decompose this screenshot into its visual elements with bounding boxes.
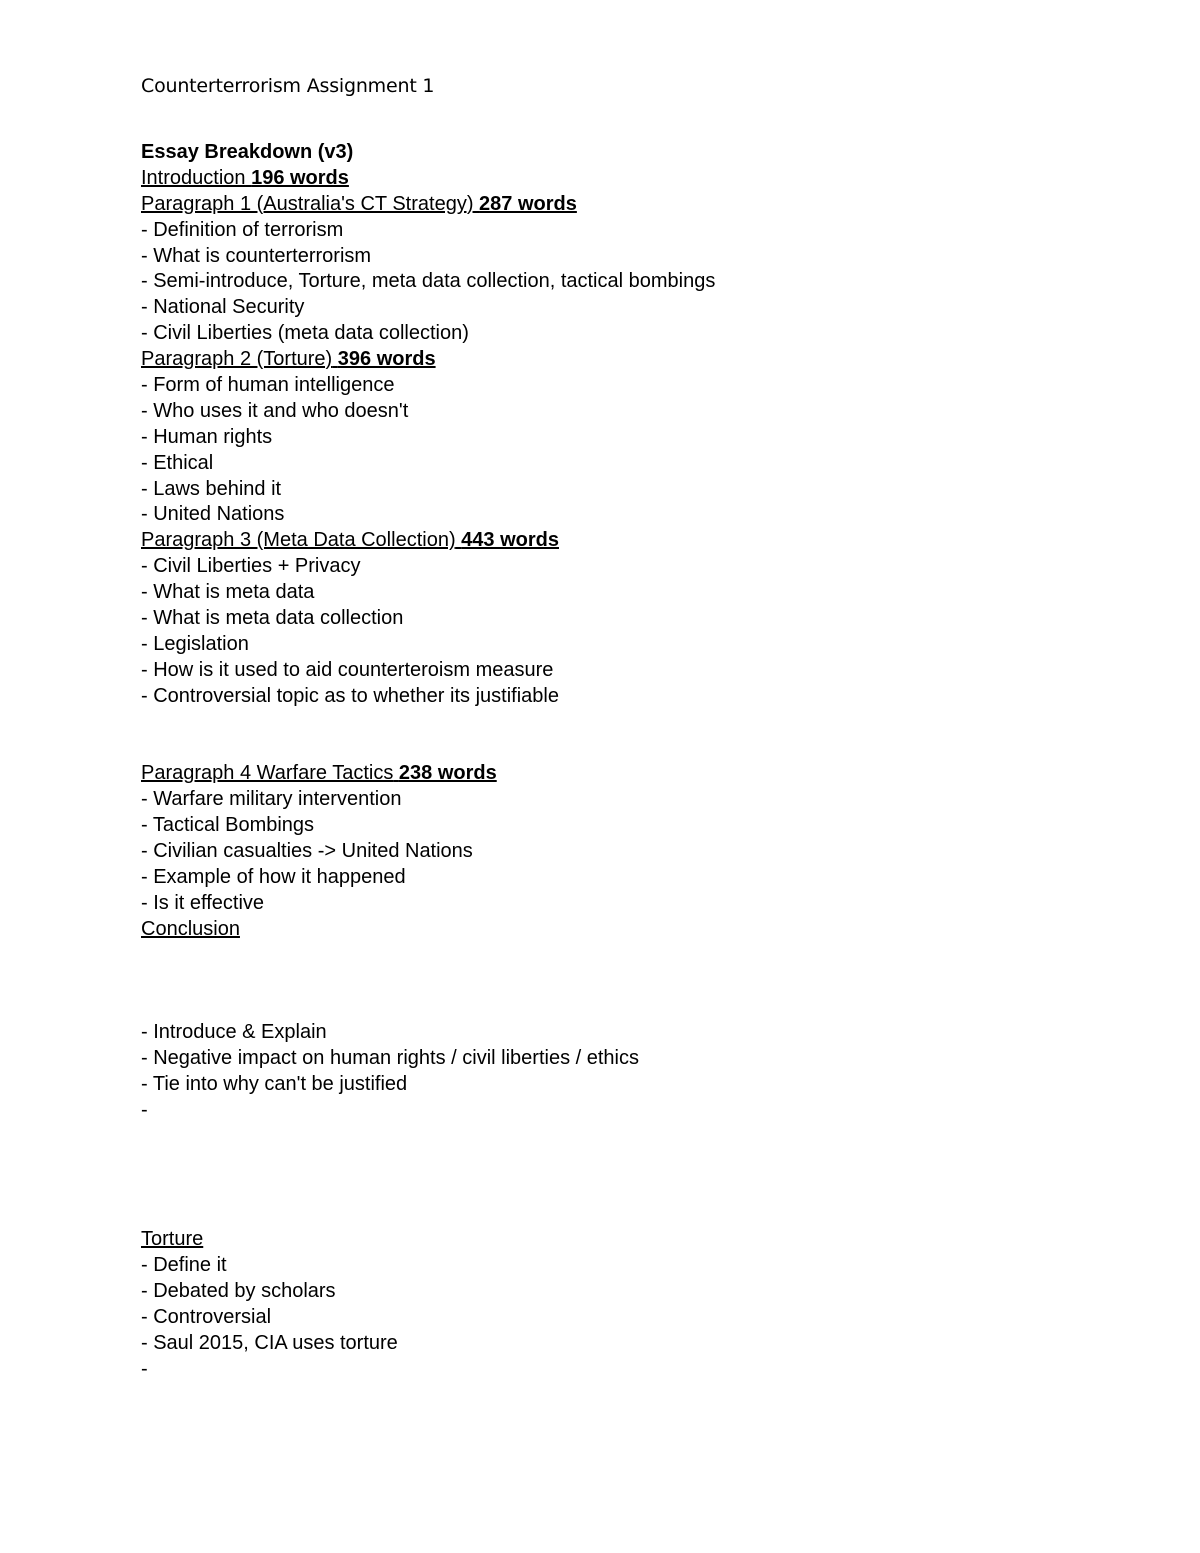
essay-breakdown-heading: Essay Breakdown (v3) — [141, 141, 354, 163]
list-item: - — [141, 1098, 148, 1121]
list-item: - Controversial — [141, 1306, 272, 1329]
list-item: - Who uses it and who doesn't — [141, 399, 409, 422]
paragraph-4-word-count: 238 words — [398, 762, 497, 785]
list-item: - Civil Liberties + Privacy — [141, 555, 361, 578]
list-item: - Definition of terrorism — [141, 218, 344, 241]
paragraph-4-heading — [141, 761, 1141, 787]
paragraph-3-word-count: 443 words — [461, 529, 559, 552]
list-item: - Semi-introduce, Torture, meta data collection, tactical bombings — [141, 270, 716, 293]
list-item: - Example of how it happened — [141, 865, 406, 888]
list-item: - Ethical — [141, 451, 214, 474]
list-item: - — [141, 1357, 148, 1380]
paragraph-1-label: Paragraph 1 (Australia's CT Strategy) — [141, 192, 474, 215]
introduction-heading — [141, 166, 1141, 192]
paragraph-2-heading — [141, 347, 1141, 373]
list-item: - Controversial topic as to whether its justifiable — [141, 684, 559, 707]
list-item: - Saul 2015, CIA uses torture — [141, 1332, 398, 1355]
list-item: - Civilian casualties -> United Nations — [141, 840, 473, 863]
list-item: - Negative impact on human rights / civil liberties / ethics — [141, 1047, 639, 1070]
paragraph-3-label: Paragraph 3 (Meta Data Collection) — [141, 529, 456, 552]
blank-lines — [141, 1124, 1141, 1228]
list-item: - Is it effective — [141, 891, 265, 914]
list-item: - Tactical Bombings — [141, 814, 315, 837]
list-item: - What is meta data collection — [141, 607, 404, 630]
blank-lines — [141, 710, 1141, 762]
paragraph-4-label: Paragraph 4 Warfare Tactics — [141, 762, 394, 785]
list-item: - What is counterterrorism — [141, 244, 372, 267]
paragraph-2-word-count: 396 words — [337, 348, 436, 371]
paragraph-2-label: Paragraph 2 (Torture) — [141, 348, 333, 371]
list-item: - Form of human intelligence — [141, 374, 395, 397]
list-item: - Tie into why can't be justified — [141, 1073, 408, 1096]
list-item: - Legislation — [141, 632, 249, 655]
list-item: - What is meta data — [141, 581, 315, 604]
paragraph-1-word-count: 287 words — [479, 192, 577, 215]
list-item: - Define it — [141, 1254, 227, 1277]
paragraph-1-heading — [141, 192, 1141, 218]
document-title: Counterterrorism Assignment 1 — [141, 75, 435, 97]
paragraph-3-heading — [141, 528, 1141, 554]
document-body — [141, 140, 1141, 1383]
introduction-label: Introduction — [141, 166, 246, 189]
introduction-word-count: 196 words — [251, 166, 349, 189]
list-item: - How is it used to aid counterteroism measure — [141, 658, 554, 681]
torture-heading: Torture — [141, 1228, 204, 1251]
blank-lines — [141, 943, 1141, 1021]
list-item: - National Security — [141, 296, 305, 319]
list-item: - Civil Liberties (meta data collection) — [141, 322, 469, 345]
list-item: - United Nations — [141, 503, 285, 526]
list-item: - Human rights — [141, 425, 273, 448]
list-item: - Laws behind it — [141, 477, 282, 500]
list-item: - Introduce & Explain — [141, 1021, 327, 1044]
list-item: - Warfare military intervention — [141, 788, 402, 811]
list-item: - Debated by scholars — [141, 1280, 336, 1303]
conclusion-heading: Conclusion — [141, 917, 240, 940]
